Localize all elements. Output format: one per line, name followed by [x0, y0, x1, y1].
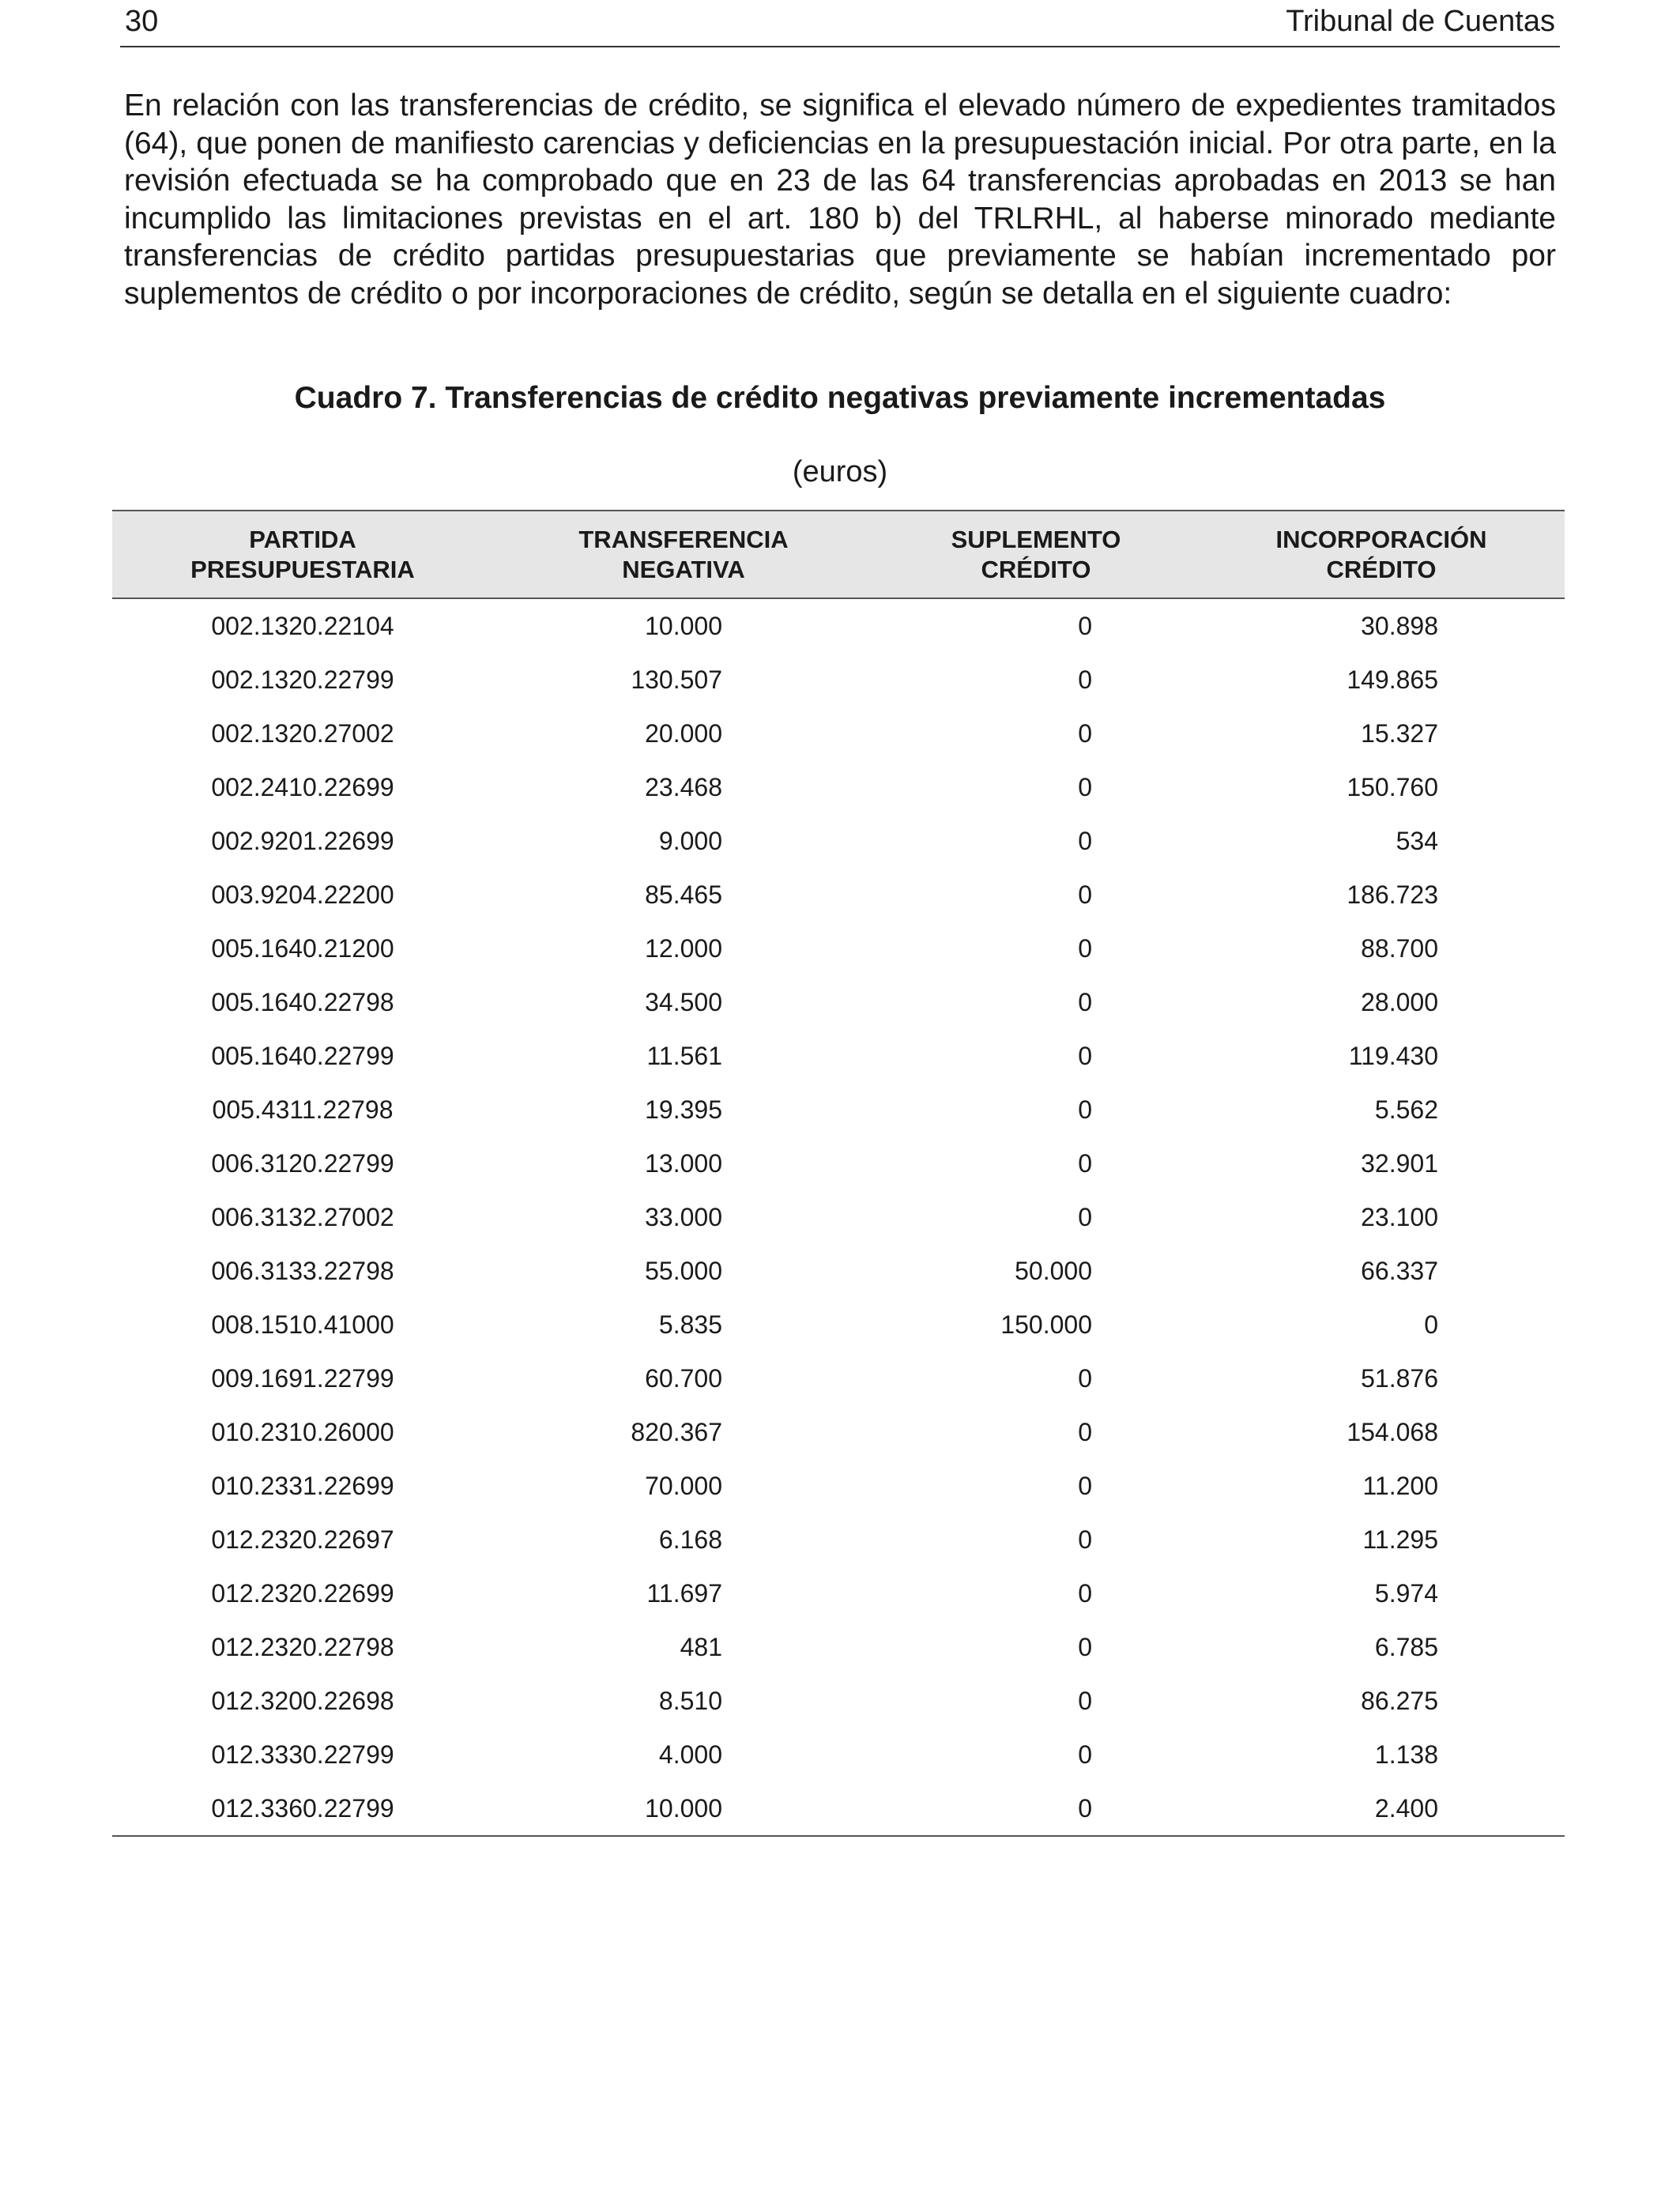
cell-incorporacion-credito: 11.295 — [1362, 1525, 1438, 1554]
column-header-line: CRÉDITO — [1326, 555, 1437, 583]
cell-suplemento-credito: 50.000 — [1015, 1256, 1092, 1285]
cell-incorporacion-credito: 88.700 — [1361, 933, 1438, 963]
cell-transferencia-negativa: 4.000 — [658, 1740, 722, 1769]
table-row — [112, 1405, 1565, 1459]
cell-partida: 002.2410.22699 — [211, 772, 394, 801]
cell-partida: 005.4311.22798 — [212, 1095, 394, 1124]
cell-transferencia-negativa: 20.000 — [645, 718, 722, 748]
cell-transferencia-negativa: 9.000 — [658, 826, 722, 855]
cell-partida: 005.1640.22798 — [211, 987, 394, 1016]
cell-transferencia-negativa: 130.507 — [631, 665, 722, 694]
cell-incorporacion-credito: 119.430 — [1348, 1041, 1438, 1070]
table-row — [112, 1029, 1565, 1083]
column-header-line: PRESUPUESTARIA — [190, 555, 415, 583]
cell-transferencia-negativa: 34.500 — [645, 987, 722, 1016]
cell-transferencia-negativa: 85.465 — [645, 880, 722, 909]
cell-partida: 010.2310.26000 — [211, 1417, 394, 1446]
table-body — [112, 598, 1565, 1836]
transfers-table — [112, 510, 1565, 1837]
column-header-incorporacion — [1198, 511, 1565, 598]
cell-transferencia-negativa: 11.561 — [646, 1041, 722, 1070]
cell-transferencia-negativa: 481 — [680, 1632, 722, 1661]
column-header-line: CRÉDITO — [981, 555, 1091, 583]
cell-transferencia-negativa: 55.000 — [645, 1256, 722, 1285]
column-header-line: PARTIDA — [249, 525, 356, 553]
cell-suplemento-credito: 0 — [1078, 1525, 1092, 1554]
cell-partida: 002.9201.22699 — [211, 826, 394, 855]
cell-suplemento-credito: 0 — [1078, 1095, 1092, 1124]
table-row — [112, 1781, 1565, 1836]
cell-suplemento-credito: 0 — [1078, 718, 1092, 748]
cell-incorporacion-credito: 0 — [1424, 1310, 1438, 1339]
cell-suplemento-credito: 0 — [1078, 1148, 1092, 1178]
cell-partida: 006.3133.22798 — [211, 1256, 394, 1285]
cell-transferencia-negativa: 23.468 — [645, 772, 722, 801]
cell-transferencia-negativa: 10.000 — [645, 611, 722, 640]
cell-partida: 012.2320.22699 — [211, 1578, 394, 1608]
cell-transferencia-negativa: 60.700 — [645, 1363, 722, 1393]
cell-suplemento-credito: 0 — [1078, 611, 1092, 640]
table-row — [112, 760, 1565, 814]
cell-suplemento-credito: 0 — [1078, 826, 1092, 855]
table-row — [112, 1513, 1565, 1566]
cell-suplemento-credito: 0 — [1078, 665, 1092, 694]
cell-partida: 002.1320.22799 — [211, 665, 394, 694]
cell-partida: 012.2320.22697 — [211, 1525, 394, 1554]
cell-transferencia-negativa: 12.000 — [645, 933, 722, 963]
table-row — [112, 1083, 1565, 1137]
cell-transferencia-negativa: 6.168 — [658, 1525, 722, 1554]
cell-suplemento-credito: 0 — [1078, 1363, 1092, 1393]
cell-transferencia-negativa: 8.510 — [658, 1686, 722, 1715]
table-row — [112, 1566, 1565, 1620]
cell-incorporacion-credito: 186.723 — [1347, 880, 1438, 909]
cell-transferencia-negativa: 70.000 — [645, 1471, 722, 1500]
cell-transferencia-negativa: 820.367 — [631, 1417, 722, 1446]
cell-incorporacion-credito: 154.068 — [1347, 1417, 1438, 1446]
cell-incorporacion-credito: 11.200 — [1362, 1471, 1438, 1500]
cell-partida: 010.2331.22699 — [211, 1471, 394, 1500]
cell-suplemento-credito: 0 — [1078, 933, 1092, 963]
table-row — [112, 1298, 1565, 1351]
cell-incorporacion-credito: 51.876 — [1361, 1363, 1438, 1393]
table-row — [112, 1459, 1565, 1513]
cell-partida: 012.3200.22698 — [211, 1686, 394, 1715]
cell-incorporacion-credito: 5.974 — [1374, 1578, 1438, 1608]
table-row — [112, 868, 1565, 922]
cell-transferencia-negativa: 10.000 — [493, 1781, 874, 1836]
table-row — [112, 1728, 1565, 1781]
cell-partida: 005.1640.21200 — [211, 933, 394, 963]
column-header-line: TRANSFERENCIA — [578, 525, 789, 553]
cell-incorporacion-credito: 150.760 — [1347, 772, 1438, 801]
table-row — [112, 653, 1565, 707]
cell-suplemento-credito: 0 — [1078, 1578, 1092, 1608]
table-row — [112, 1351, 1565, 1405]
table-row — [112, 1620, 1565, 1674]
cell-suplemento-credito: 0 — [1078, 772, 1092, 801]
table-row — [112, 1244, 1565, 1298]
cell-transferencia-negativa: 33.000 — [645, 1202, 722, 1231]
cell-partida: 008.1510.41000 — [211, 1310, 394, 1339]
table-row — [112, 1674, 1565, 1728]
column-header-line: NEGATIVA — [622, 555, 745, 583]
cell-partida: 002.1320.22104 — [211, 611, 394, 640]
cell-incorporacion-credito: 28.000 — [1361, 987, 1438, 1016]
column-header-suplemento — [874, 511, 1198, 598]
cell-incorporacion-credito: 5.562 — [1374, 1095, 1438, 1124]
cell-transferencia-negativa: 19.395 — [645, 1095, 722, 1124]
cell-incorporacion-credito: 149.865 — [1347, 665, 1438, 694]
table-units: (euros) — [792, 455, 888, 488]
cell-partida: 006.3132.27002 — [211, 1202, 394, 1231]
table-header-row — [112, 511, 1565, 598]
cell-incorporacion-credito: 66.337 — [1361, 1256, 1438, 1285]
cell-suplemento-credito: 150.000 — [1000, 1310, 1092, 1339]
cell-incorporacion-credito: 15.327 — [1361, 718, 1438, 748]
cell-partida: 012.3360.22799 — [112, 1781, 493, 1836]
cell-suplemento-credito: 0 — [1078, 1202, 1092, 1231]
cell-incorporacion-credito: 1.138 — [1374, 1740, 1438, 1769]
cell-partida: 012.3330.22799 — [211, 1740, 394, 1769]
cell-partida: 006.3120.22799 — [211, 1148, 394, 1178]
cell-transferencia-negativa: 11.697 — [646, 1578, 722, 1608]
cell-suplemento-credito: 0 — [1078, 987, 1092, 1016]
column-header-line: INCORPORACIÓN — [1275, 525, 1487, 553]
cell-suplemento-credito: 0 — [874, 1781, 1198, 1836]
table-row — [112, 922, 1565, 975]
cell-incorporacion-credito: 2.400 — [1198, 1781, 1565, 1836]
cell-suplemento-credito: 0 — [1078, 1471, 1092, 1500]
cell-incorporacion-credito: 534 — [1396, 826, 1438, 855]
cell-partida: 009.1691.22799 — [211, 1363, 394, 1393]
cell-partida: 002.1320.27002 — [211, 718, 394, 748]
cell-partida: 012.2320.22798 — [211, 1632, 394, 1661]
running-title: Tribunal de Cuentas — [1286, 5, 1555, 38]
cell-suplemento-credito: 0 — [1078, 1417, 1092, 1446]
table-row — [112, 1137, 1565, 1190]
table-row — [112, 814, 1565, 868]
cell-suplemento-credito: 0 — [1078, 1686, 1092, 1715]
cell-incorporacion-credito: 32.901 — [1361, 1148, 1438, 1178]
table-row — [112, 975, 1565, 1029]
table-row — [112, 598, 1565, 653]
cell-suplemento-credito: 0 — [1078, 880, 1092, 909]
intro-paragraph: En relación con las transferencias de crédito, se significa el elevado número de expedientes tramitados (64), que ponen de manifiesto carencias y deficiencias en la presupuestación inicial. Por otra parte, en la revisión efectuada se ha comprobado que en 23 de las 64 transferencias aprobadas en 2013 se han incumplido las limitaciones previstas en el art. 180 b) del TRLRHL, al haberse minorado mediante transferencias de crédito partidas presupuestarias que previamente se habían incrementado por suplementos de crédito o por incorporaciones de crédito, según se detalla en el siguiente cuadro: — [124, 89, 1556, 311]
cell-incorporacion-credito: 23.100 — [1361, 1202, 1438, 1231]
cell-suplemento-credito: 0 — [1078, 1632, 1092, 1661]
cell-partida: 003.9204.22200 — [211, 880, 394, 909]
page-number: 30 — [125, 5, 159, 38]
cell-suplemento-credito: 0 — [1078, 1041, 1092, 1070]
table-row — [112, 707, 1565, 760]
cell-incorporacion-credito: 86.275 — [1361, 1686, 1438, 1715]
column-header-partida — [112, 511, 493, 598]
table-title: Cuadro 7. Transferencias de crédito negativas previamente incrementadas — [294, 381, 1386, 415]
cell-transferencia-negativa: 13.000 — [645, 1148, 722, 1178]
cell-transferencia-negativa: 5.835 — [658, 1310, 722, 1339]
table-row — [112, 1190, 1565, 1244]
page-header — [120, 0, 1560, 47]
cell-suplemento-credito: 0 — [1078, 1740, 1092, 1769]
cell-partida: 005.1640.22799 — [211, 1041, 394, 1070]
column-header-transferencia — [493, 511, 874, 598]
column-header-line: SUPLEMENTO — [951, 525, 1121, 553]
cell-incorporacion-credito: 6.785 — [1374, 1632, 1438, 1661]
cell-incorporacion-credito: 30.898 — [1361, 611, 1438, 640]
